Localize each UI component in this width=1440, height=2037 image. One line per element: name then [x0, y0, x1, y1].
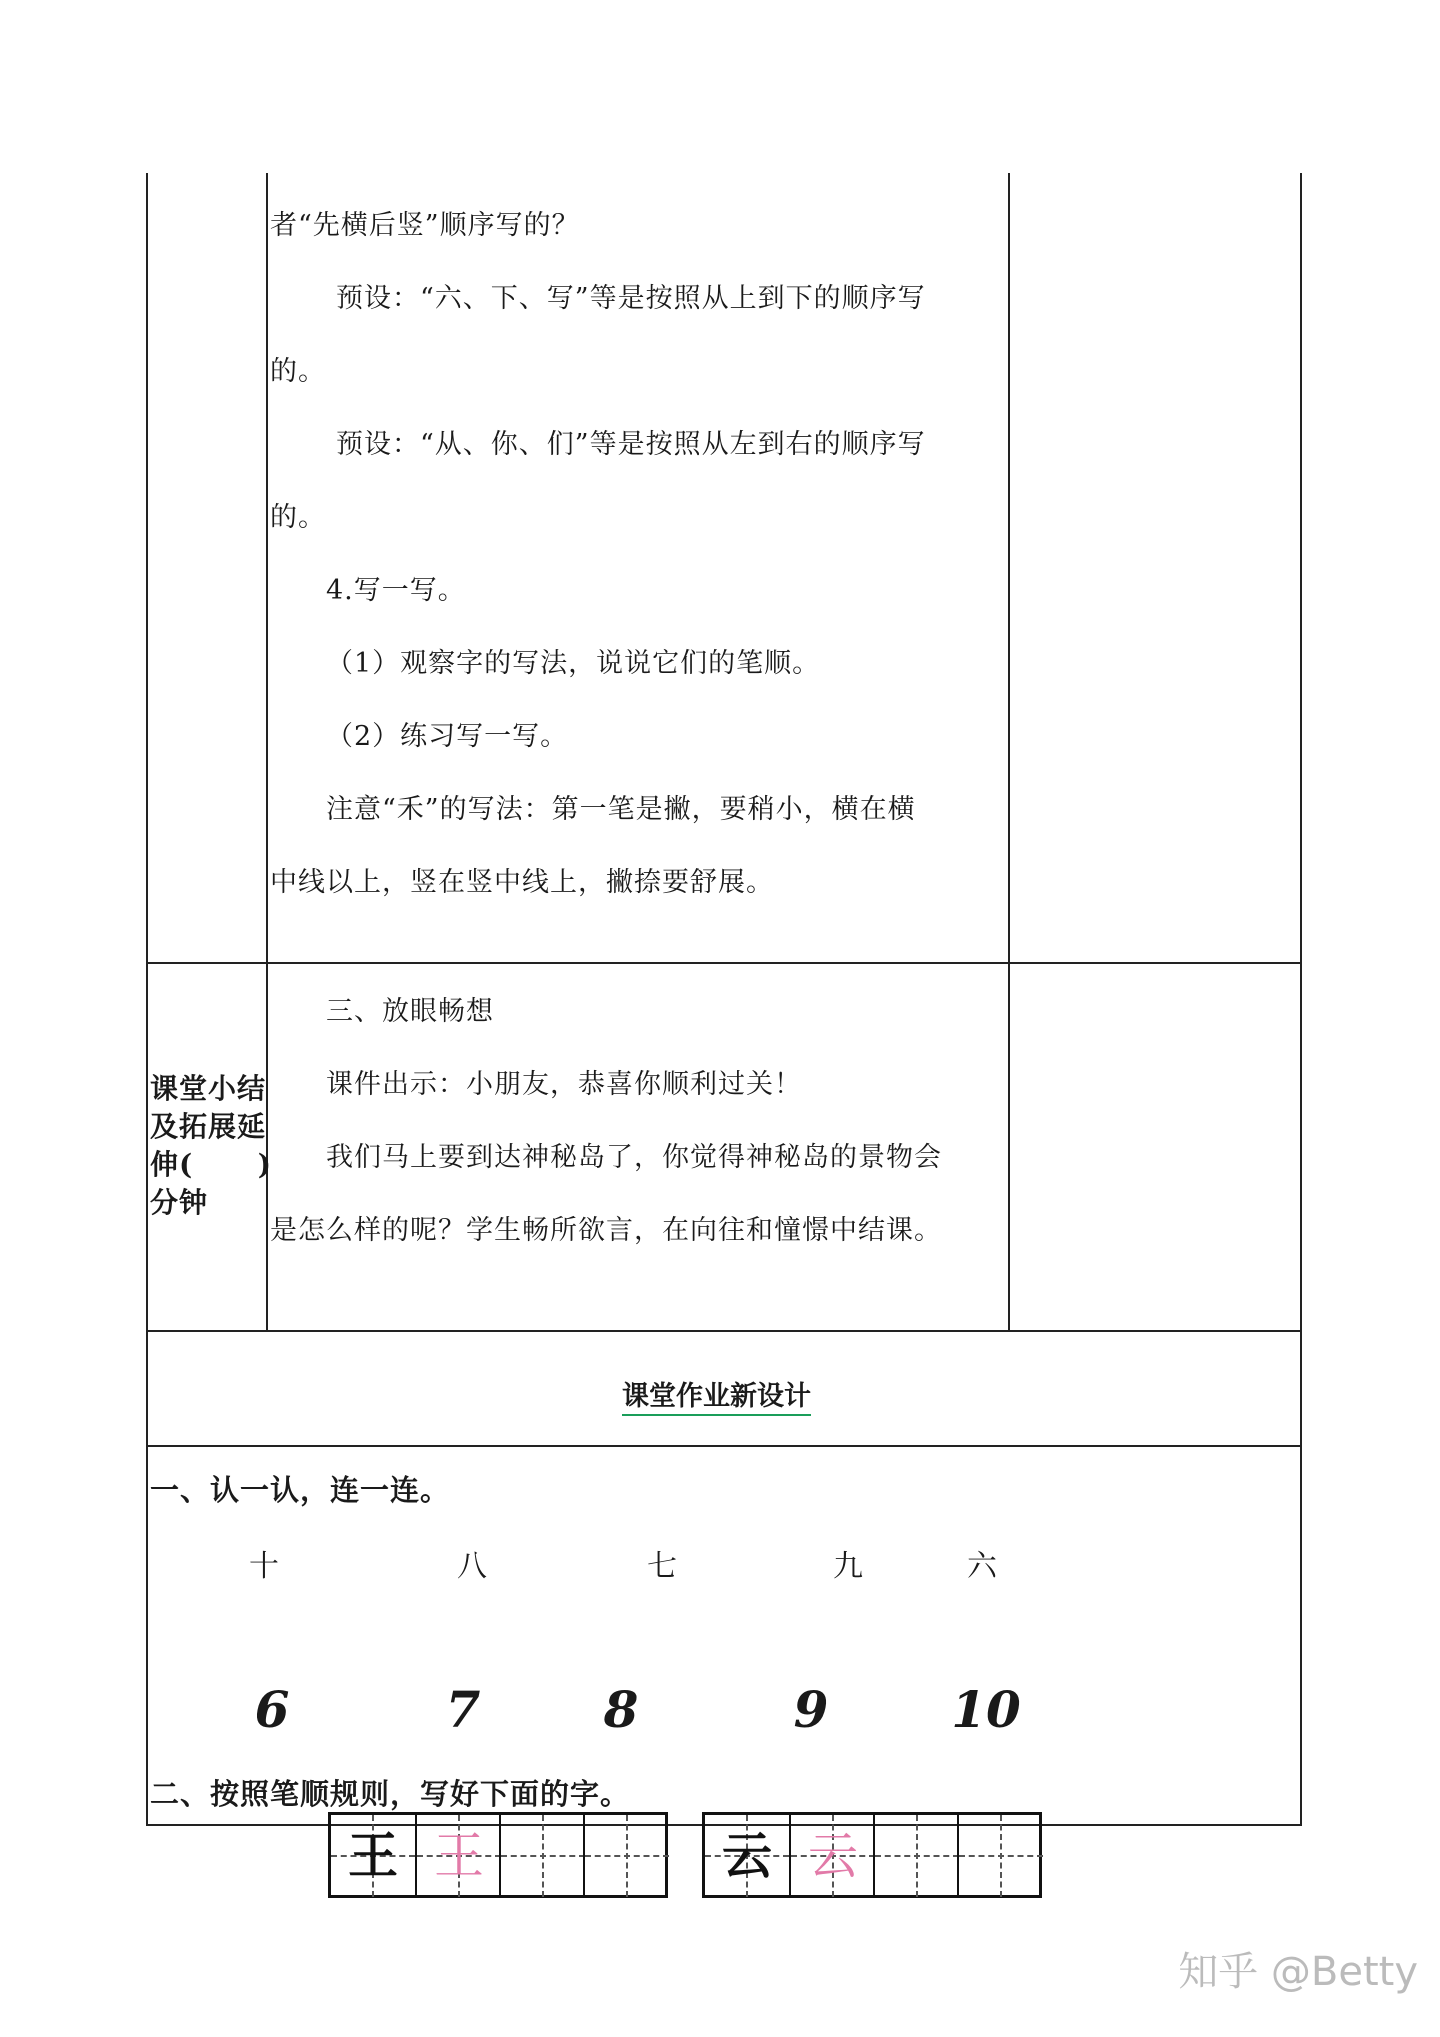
paragraph-line: 三、放眼畅想: [326, 996, 494, 1027]
table-left-border: [146, 173, 148, 1825]
grid-cell: [331, 1815, 415, 1897]
summary-label-line: 伸( ): [150, 1148, 272, 1181]
paragraph-line: （2）练习写一写。: [326, 721, 569, 752]
col-divider-2: [1008, 173, 1010, 1331]
paragraph-line: 课件出示：小朋友，恭喜你顺利过关！: [326, 1069, 802, 1100]
hanzi-item: 九: [833, 1549, 863, 1584]
row-divider-1: [146, 962, 1302, 964]
summary-label-line: 分钟: [150, 1186, 209, 1219]
paragraph-line: 中线以上，竖在竖中线上，撇捺要舒展。: [270, 867, 774, 898]
grid-cell[interactable]: [583, 1815, 667, 1897]
paragraph-line: 注意“禾”的写法：第一笔是撇，要稍小，横在横: [326, 794, 916, 825]
hanzi-item: 十: [249, 1549, 279, 1584]
blank-character: [585, 1815, 669, 1897]
blank-character: [501, 1815, 585, 1897]
paragraph-line: 预设：“六、下、写”等是按照从上到下的顺序写: [336, 283, 926, 314]
paragraph-line: 我们马上要到达神秘岛了，你觉得神秘岛的景物会: [326, 1142, 942, 1173]
number-item: 7: [445, 1680, 481, 1739]
summary-label-line: 课堂小结: [150, 1072, 267, 1105]
number-item: 8: [603, 1680, 639, 1739]
model-character: 王: [348, 1826, 398, 1885]
paragraph-line: 的。: [270, 502, 326, 533]
paragraph-line: 是怎么样的呢？学生畅所欲言，在向往和憧憬中结课。: [270, 1215, 942, 1246]
summary-label-line: 及拓展延: [150, 1110, 267, 1143]
row-divider-3: [146, 1445, 1302, 1447]
number-item: 10: [951, 1680, 1021, 1739]
hanzi-item: 七: [647, 1549, 677, 1584]
q2-heading: 二、按照笔顺规则，写好下面的字。: [150, 1777, 631, 1811]
blank-character: [959, 1815, 1043, 1897]
grid-cell[interactable]: [873, 1815, 957, 1897]
q1-heading: 一、认一认，连一连。: [150, 1473, 451, 1507]
watermark: 知乎 @Betty: [1178, 1949, 1418, 1995]
hanzi-item: 八: [457, 1549, 487, 1584]
table-right-border: [1300, 173, 1302, 1825]
paragraph-line: 的。: [270, 356, 326, 387]
homework-title: 课堂作业新设计: [622, 1374, 811, 1416]
paragraph-line: （1）观察字的写法，说说它们的笔顺。: [326, 648, 821, 679]
trace-character: 王: [434, 1827, 484, 1885]
hanzi-item: 六: [967, 1549, 997, 1584]
grid-cell: [415, 1815, 499, 1897]
writing-grid-yun: [702, 1812, 1042, 1898]
model-character: 云: [722, 1826, 772, 1885]
paragraph-line: 4.写一写。: [326, 575, 466, 606]
paragraph-line: 预设：“从、你、们”等是按照从左到右的顺序写: [336, 429, 926, 460]
number-item: 6: [254, 1680, 290, 1739]
blank-character: [875, 1815, 959, 1897]
trace-character: 云: [808, 1827, 858, 1885]
writing-grid-wang: [328, 1812, 668, 1898]
row-divider-2: [146, 1330, 1302, 1332]
grid-cell: [705, 1815, 789, 1897]
paragraph-line: 者“先横后竖”顺序写的？: [270, 210, 580, 241]
grid-cell[interactable]: [499, 1815, 583, 1897]
grid-cell: [789, 1815, 873, 1897]
grid-cell[interactable]: [957, 1815, 1041, 1897]
number-item: 9: [793, 1680, 829, 1739]
